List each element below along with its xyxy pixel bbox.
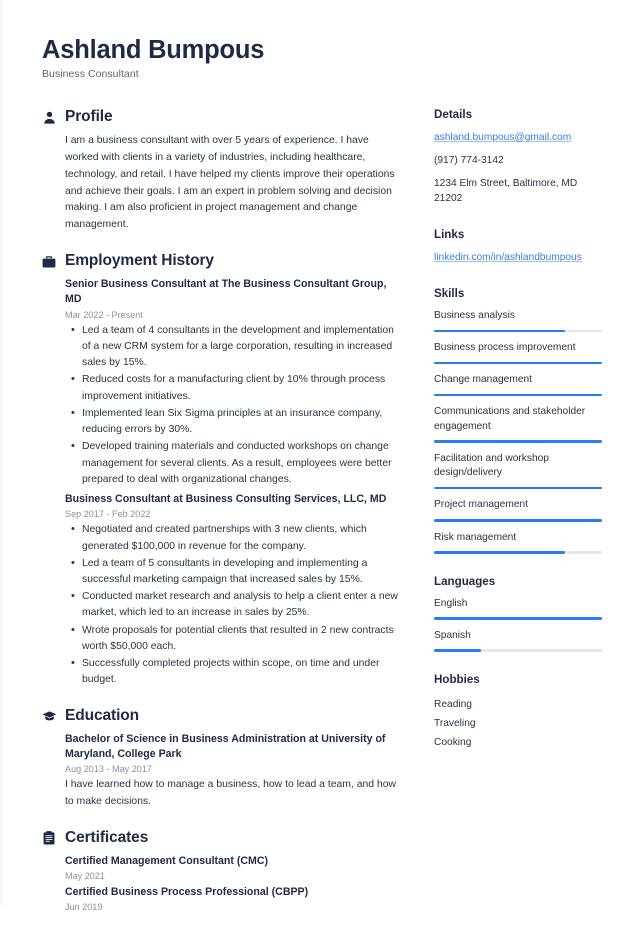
section-certificates-title: Certificates bbox=[65, 828, 149, 846]
language-meter-track bbox=[434, 649, 602, 652]
certificate-icon bbox=[42, 830, 56, 845]
bullet-item: • Negotiated and created partnerships with 3 new clients, which generated $100,000 in revenue for the company. bbox=[82, 522, 404, 554]
sidebar-section-languages bbox=[434, 575, 602, 652]
skill-meter-fill bbox=[434, 551, 565, 554]
skill-label: Facilitation and workshop design/delivery bbox=[434, 452, 549, 479]
skill-item bbox=[434, 405, 602, 443]
skill-meter-track bbox=[434, 487, 602, 490]
phone-value: (917) 774-3142 bbox=[434, 154, 504, 166]
address-value: 1234 Elm Street, Baltimore, MD 21202 bbox=[434, 177, 578, 205]
hobby-item: Traveling bbox=[434, 717, 476, 729]
skill-label: Change management bbox=[434, 374, 532, 386]
certificate-entry-title: Certified Management Consultant (CMC) bbox=[65, 854, 269, 867]
section-profile-title: Profile bbox=[65, 108, 113, 125]
language-meter-fill bbox=[434, 617, 602, 620]
certificate-entry bbox=[65, 885, 404, 912]
employment-entry-date: Sep 2017 - Feb 2022 bbox=[65, 509, 151, 520]
graduation-cap-icon bbox=[42, 708, 56, 723]
skill-item bbox=[434, 498, 602, 521]
candidate-job-title: Business Consultant bbox=[42, 68, 139, 81]
skill-meter-track bbox=[434, 440, 602, 443]
employment-entry-bullets bbox=[65, 522, 404, 688]
section-certificates bbox=[42, 829, 404, 913]
profile-text: I am a business consultant with over 5 years of experience. I have worked with clients in a variety of industries, including healthcare, technology, and retail. I have helped my clients improve their operations and achieve their goals. I am an expert in problem solving and decision making. I am also proficient in project management and change management. bbox=[65, 135, 395, 231]
employment-entry bbox=[65, 492, 404, 689]
education-entry-description: I have learned how to manage a business, how to lead a team, and how to make decisions. bbox=[65, 779, 396, 807]
linkedin-link[interactable]: linkedin.com/in/ashlandbumpous bbox=[434, 252, 582, 264]
bullet-item: • Implemented lean Six Sigma principles at an insurance company, reducing errors by 30%. bbox=[82, 406, 404, 438]
candidate-name: Ashland Bumpous bbox=[42, 36, 265, 64]
skill-meter-fill bbox=[434, 487, 602, 490]
skill-item bbox=[434, 373, 602, 396]
skill-meter-track bbox=[434, 330, 602, 333]
section-education-body bbox=[42, 732, 404, 811]
section-employment-title: Employment History bbox=[65, 252, 214, 270]
bullet-item: • Developed training materials and conducted workshops on change management for several clients. As a result, employees were better prepared to deal with organizational changes. bbox=[82, 439, 404, 488]
education-entry-title: Bachelor of Science in Business Administration at University of Maryland, College Park bbox=[65, 732, 386, 760]
sidebar-column bbox=[434, 108, 602, 773]
certificate-entry-date: Jun 2019 bbox=[65, 902, 103, 913]
resume-header bbox=[42, 36, 462, 80]
certificate-entry-title: Certified Business Process Professional (CBPP) bbox=[65, 885, 309, 898]
employment-entry-bullets bbox=[65, 323, 404, 488]
sidebar-links-title: Links bbox=[434, 228, 465, 242]
language-meter-fill bbox=[434, 649, 481, 652]
skill-meter-fill bbox=[434, 394, 602, 397]
person-icon bbox=[42, 110, 56, 125]
certificate-entry-date: May 2021 bbox=[65, 870, 105, 881]
skill-meter-fill bbox=[434, 440, 602, 443]
hobby-item: Cooking bbox=[434, 737, 472, 749]
skill-label: Business process improvement bbox=[434, 342, 576, 354]
skill-label: Communications and stakeholder engagement bbox=[434, 406, 586, 432]
skill-item bbox=[434, 309, 602, 332]
certificate-entry bbox=[65, 854, 404, 881]
skill-meter-fill bbox=[434, 519, 602, 522]
skill-meter-fill bbox=[434, 330, 565, 333]
employment-entry-title: Senior Business Consultant at The Business Consultant Group, MD bbox=[65, 278, 387, 306]
section-employment-body bbox=[42, 277, 404, 688]
bullet-item: • Successfully completed projects within scope, on time and under budget. bbox=[82, 656, 404, 688]
skill-meter-track bbox=[434, 362, 602, 365]
skill-label: Project management bbox=[434, 499, 529, 511]
skill-meter-track bbox=[434, 519, 602, 522]
bullet-item: • Led a team of 5 consultants in developing and implementing a successful marketing campaign that increased sales by 15%. bbox=[82, 556, 404, 588]
email-link[interactable]: ashland.bumpous@gmail.com bbox=[434, 132, 572, 143]
section-certificates-header bbox=[42, 829, 404, 847]
language-meter-track bbox=[434, 617, 602, 620]
sidebar-details-title: Details bbox=[434, 108, 473, 121]
sidebar-section-hobbies bbox=[434, 673, 602, 753]
sidebar-hobbies-title: Hobbies bbox=[434, 672, 480, 686]
section-certificates-body bbox=[42, 854, 404, 913]
employment-entry-date: Mar 2022 - Present bbox=[65, 309, 143, 320]
sidebar-languages-title: Languages bbox=[434, 574, 496, 588]
bullet-item: • Reduced costs for a manufacturing client by 10% through process improvement initiatives. bbox=[82, 372, 404, 404]
sidebar-section-details bbox=[434, 108, 602, 207]
hobby-item: Reading bbox=[434, 698, 472, 710]
section-profile-body bbox=[42, 133, 404, 234]
language-label: Spanish bbox=[434, 629, 471, 641]
bullet-item: • Conducted market research and analysis to help a client enter a new market, which led to an increase in sales by 25%. bbox=[82, 589, 404, 621]
skill-item bbox=[434, 452, 602, 490]
skill-label: Risk management bbox=[434, 531, 517, 543]
employment-entry-title: Business Consultant at Business Consulting Services, LLC, MD bbox=[65, 492, 387, 505]
skill-meter-track bbox=[434, 394, 602, 397]
sidebar-section-links bbox=[434, 228, 602, 266]
bullet-item: • Led a team of 4 consultants in the development and implementation of a new CRM system for a large corporation, resulting in increased sales by 15%. bbox=[82, 323, 404, 372]
language-item bbox=[434, 597, 602, 620]
section-employment-header bbox=[42, 252, 404, 270]
sidebar-skills-title: Skills bbox=[434, 287, 465, 301]
section-profile bbox=[42, 108, 404, 234]
main-column bbox=[42, 108, 404, 930]
skill-item bbox=[434, 531, 602, 554]
language-item bbox=[434, 629, 602, 652]
skill-meter-track bbox=[434, 551, 602, 554]
skill-item bbox=[434, 341, 602, 364]
briefcase-icon bbox=[42, 254, 56, 269]
section-education bbox=[42, 707, 404, 811]
section-profile-header bbox=[42, 108, 404, 126]
skill-label: Business analysis bbox=[434, 310, 515, 322]
section-education-title: Education bbox=[65, 706, 140, 724]
language-label: English bbox=[434, 597, 468, 609]
employment-entry bbox=[65, 277, 404, 488]
bullet-item: • Wrote proposals for potential clients that resulted in 2 new contracts worth $50,000 each. bbox=[82, 623, 404, 655]
education-entry-date: Aug 2013 - May 2017 bbox=[65, 764, 152, 775]
skill-meter-fill bbox=[434, 362, 602, 365]
sidebar-section-skills bbox=[434, 287, 602, 554]
education-entry bbox=[65, 732, 404, 811]
section-employment bbox=[42, 252, 404, 688]
section-education-header bbox=[42, 707, 404, 725]
